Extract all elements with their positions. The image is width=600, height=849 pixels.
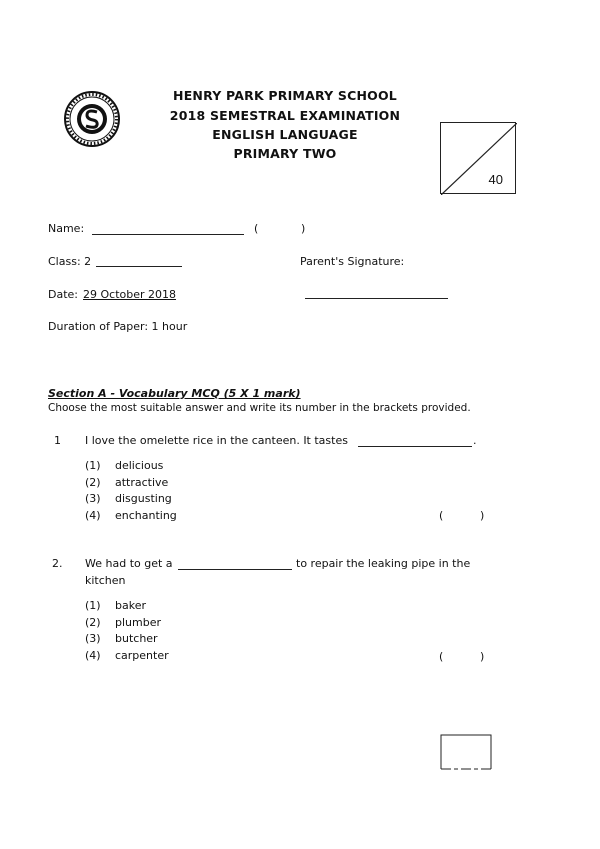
q1-option-4-text: enchanting (115, 509, 177, 522)
level-title: PRIMARY TWO (233, 146, 337, 161)
q2-option-3-number: (3) (85, 632, 101, 645)
exam-title: 2018 SEMESTRAL EXAMINATION (169, 108, 401, 123)
q1-option-3-number: (3) (85, 492, 101, 505)
q1-answer-box[interactable] (446, 509, 476, 523)
q2-answer-box[interactable] (446, 650, 476, 664)
q2-option-4-number: (4) (85, 649, 101, 662)
question-2-text: We had to get a (85, 557, 173, 570)
section-instruction: Choose the most suitable answer and write its number in the brackets provided. (48, 402, 471, 414)
class-label: Class: 2 (48, 255, 92, 268)
name-field[interactable] (92, 234, 244, 235)
question-1-period: . (473, 434, 477, 447)
q1-option-4-number: (4) (85, 509, 101, 522)
q2-answer-bracket-open: ( (439, 650, 444, 663)
question-2-number: 2. (52, 557, 63, 570)
score-box (440, 122, 516, 194)
name-label: Name: (48, 222, 85, 235)
date-label: Date: (48, 288, 78, 301)
date-value: 29 October 2018 (83, 288, 177, 301)
q2-option-1-text: baker (115, 599, 146, 612)
register-bracket-open: ( (254, 222, 259, 235)
q1-option-1-text: delicious (115, 459, 164, 472)
question-2-text-after: to repair the leaking pipe in the (296, 557, 471, 570)
q1-answer-bracket-close: ) (480, 509, 485, 522)
parent-signature-label: Parent's Signature: (300, 255, 405, 268)
q2-answer-bracket-close: ) (480, 650, 485, 663)
page-score-box (440, 734, 492, 770)
q1-option-1-number: (1) (85, 459, 101, 472)
q1-option-3-text: disgusting (115, 492, 172, 505)
question-2-text-line2: kitchen (85, 574, 126, 587)
q2-option-4-text: carpenter (115, 649, 169, 662)
q2-option-2-text: plumber (115, 616, 161, 629)
score-box-diagonal (441, 123, 517, 195)
q1-option-2-number: (2) (85, 476, 101, 489)
total-marks: 40 (488, 172, 503, 187)
question-2-blank (178, 569, 292, 570)
question-1-text: I love the omelette rice in the canteen. It tastes (85, 434, 348, 447)
parent-signature-field[interactable] (305, 298, 448, 299)
q2-option-2-number: (2) (85, 616, 101, 629)
q2-option-1-number: (1) (85, 599, 101, 612)
question-1-blank (358, 446, 472, 447)
register-bracket-close: ) (301, 222, 306, 235)
class-field[interactable] (96, 266, 182, 267)
q2-option-3-text: butcher (115, 632, 158, 645)
question-1-number: 1 (54, 434, 61, 447)
duration-text: Duration of Paper: 1 hour (48, 320, 188, 333)
q1-option-2-text: attractive (115, 476, 169, 489)
q1-answer-bracket-open: ( (439, 509, 444, 522)
school-logo (63, 90, 121, 148)
subject-title: ENGLISH LANGUAGE (212, 127, 358, 142)
section-title: Section A - Vocabulary MCQ (5 X 1 mark) (48, 387, 301, 400)
school-name: HENRY PARK PRIMARY SCHOOL (173, 88, 397, 103)
